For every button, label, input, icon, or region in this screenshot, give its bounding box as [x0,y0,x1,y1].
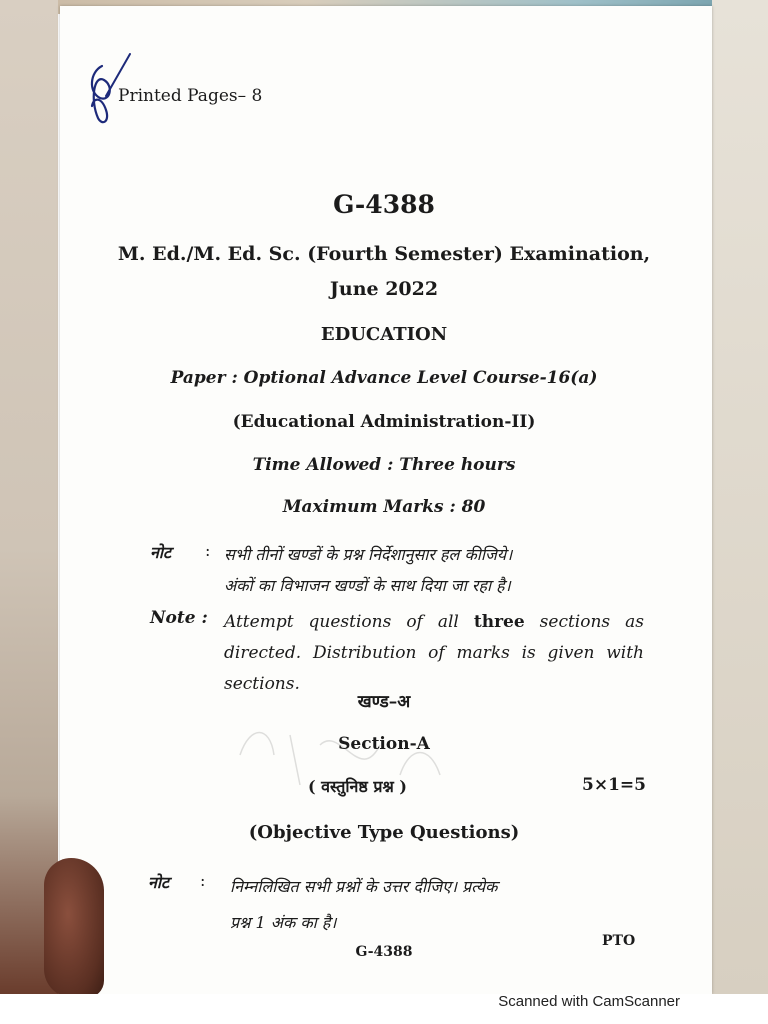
english-note-text [224,607,644,700]
hindi-note2-line-2: प्रश्न 1 अंक का है। [230,913,337,932]
paper-code: G-4388 [333,190,435,219]
hindi-note-line-2: अंकों का विभाजन खण्डों के साथ दिया जा रहा है। [224,576,511,595]
objective-heading-english: (Objective Type Questions) [248,822,520,843]
footer-paper-code: G-4388 [355,944,413,960]
hindi-note2-text [230,869,650,941]
english-note-label: Note : [150,608,208,628]
maximum-marks: Maximum Marks : 80 [282,497,486,517]
hindi-note2-line-1: निम्नलिखित सभी प्रश्नों के उत्तर दीजिए। प्रत्येक [230,877,498,896]
hindi-note-text [224,539,654,601]
pto-label: PTO [602,933,636,949]
hindi-note2-colon: : [200,871,206,890]
camscanner-watermark: Scanned with CamScanner [498,993,680,1010]
objective-heading-hindi: ( वस्तुनिष्ठ प्रश्न ) [308,777,407,796]
hindi-note-label: नोट [150,543,172,562]
english-note-text-start: Attempt questions of all [224,612,459,632]
hindi-note-colon: : [205,541,211,560]
objective-marks: 5×1=5 [582,775,646,795]
english-note-bold-word: three [473,612,525,632]
thumb-in-photo [44,858,104,998]
exam-title: M. Ed./M. Ed. Sc. (Fourth Semester) Examination, [117,243,651,265]
section-heading-hindi: खण्ड–अ [357,692,411,712]
section-heading-english: Section-A [338,734,430,754]
hindi-note-line-1: सभी तीनों खण्डों के प्रश्न निर्देशानुसार हल कीजिये। [224,545,513,564]
subject-heading: EDUCATION [320,324,448,345]
time-allowed: Time Allowed : Three hours [252,455,516,475]
paper-name: Paper : Optional Advance Level Course-16(a) [170,368,598,388]
printed-pages: Printed Pages– 8 [118,86,263,106]
hindi-note2-label: नोट [148,873,170,892]
paper-subtitle: (Educational Administration-II) [232,412,536,432]
exam-date: June 2022 [329,278,439,300]
english-note-text-end: sections as directed. Distribution of marks is given with sections. [224,612,645,694]
